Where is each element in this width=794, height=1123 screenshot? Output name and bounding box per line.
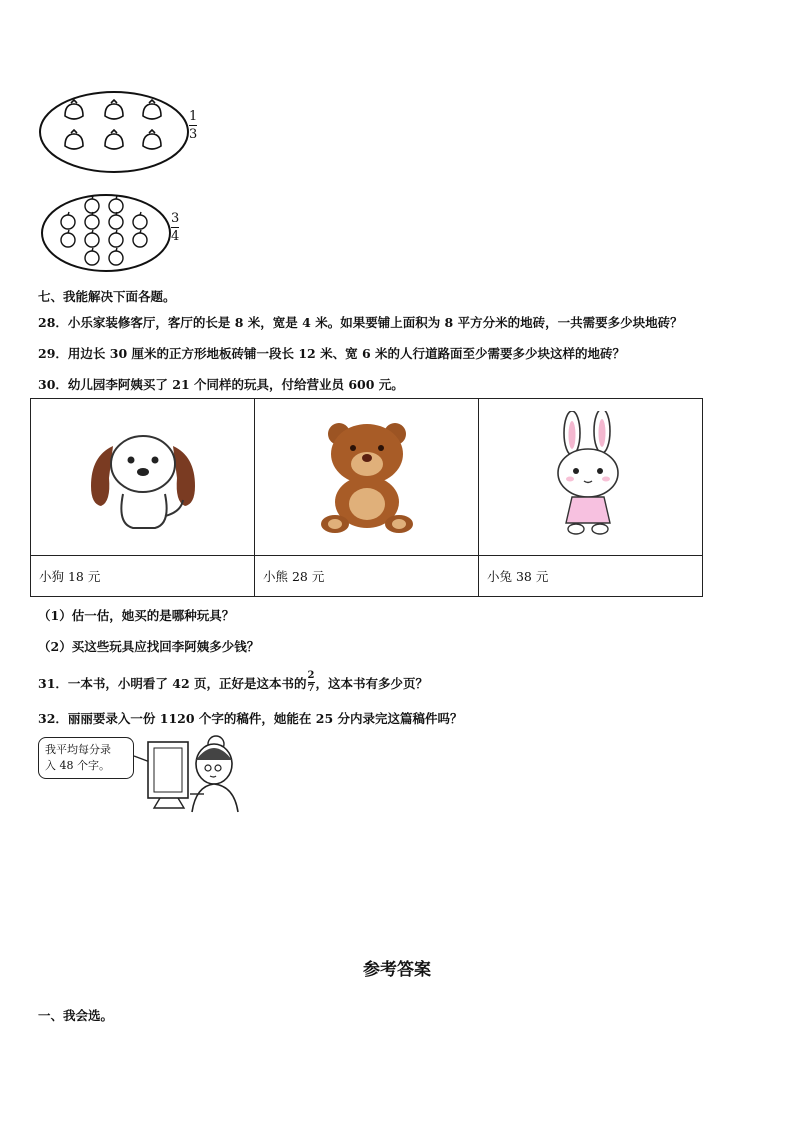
speech-line-1: 我平均每分录 [45, 743, 111, 756]
question-32: 32．丽丽要录入一份 1120 个字的稿件，她能在 25 分内录完这篇稿件吗？ [38, 711, 463, 726]
answers-section-1: 一、我会选。 [38, 1008, 114, 1023]
peach-group-figure [38, 90, 190, 174]
question-30-part-1: （1）估一估，她买的是哪种玩具？ [38, 608, 235, 623]
toy-cell-dog [31, 399, 255, 556]
rabbit-icon [536, 411, 646, 541]
question-30-part-2: （2）买这些玩具应找回李阿姨多少钱？ [38, 639, 260, 654]
toy-label-rabbit: 小兔 38 元 [479, 556, 703, 597]
peach-fraction-numerator: 1 [189, 109, 198, 124]
apple-fraction [171, 212, 179, 243]
apple-fraction-numerator: 3 [171, 211, 180, 226]
dog-icon [83, 416, 203, 536]
question-28: 28．小乐家装修客厅，客厅的长是 8 米，宽是 4 米。如果要铺上面积为 8 平方分米的地砖，一共需要多少块地砖？ [38, 315, 683, 330]
peach-fraction [189, 110, 197, 141]
question-30: 30．幼儿园李阿姨买了 21 个同样的玩具，付给营业员 600 元。 [38, 377, 404, 392]
apple-group-figure [40, 192, 172, 274]
apple-fraction-denominator: 4 [171, 229, 180, 244]
toy-label-dog: 小狗 18 元 [31, 556, 255, 597]
question-31-fraction-denominator: 7 [307, 683, 315, 694]
question-31-text-after: ，这本书有多少页？ [315, 676, 429, 691]
girl-computer-illustration [120, 732, 242, 814]
question-31-fraction-numerator: 2 [307, 670, 315, 681]
toy-label-bear: 小熊 28 元 [255, 556, 479, 597]
question-31-fraction [308, 671, 315, 694]
speech-line-2: 入 48 个字。 [45, 759, 110, 772]
toy-cell-bear [255, 399, 479, 556]
section7-heading: 七、我能解决下面各题。 [38, 289, 176, 304]
question-31 [38, 670, 429, 696]
answers-title: 参考答案 [363, 960, 431, 980]
bear-icon [307, 416, 427, 536]
question-29: 29．用边长 30 厘米的正方形地板砖铺一段长 12 米、宽 6 米的人行道路面至少需要多少块这样的地砖？ [38, 346, 625, 361]
toy-cell-rabbit [479, 399, 703, 556]
question-31-text-before: 31．一本书，小明看了 42 页，正好是这本书的 [38, 676, 307, 691]
peach-fraction-denominator: 3 [189, 127, 198, 142]
toy-price-table [30, 398, 703, 597]
